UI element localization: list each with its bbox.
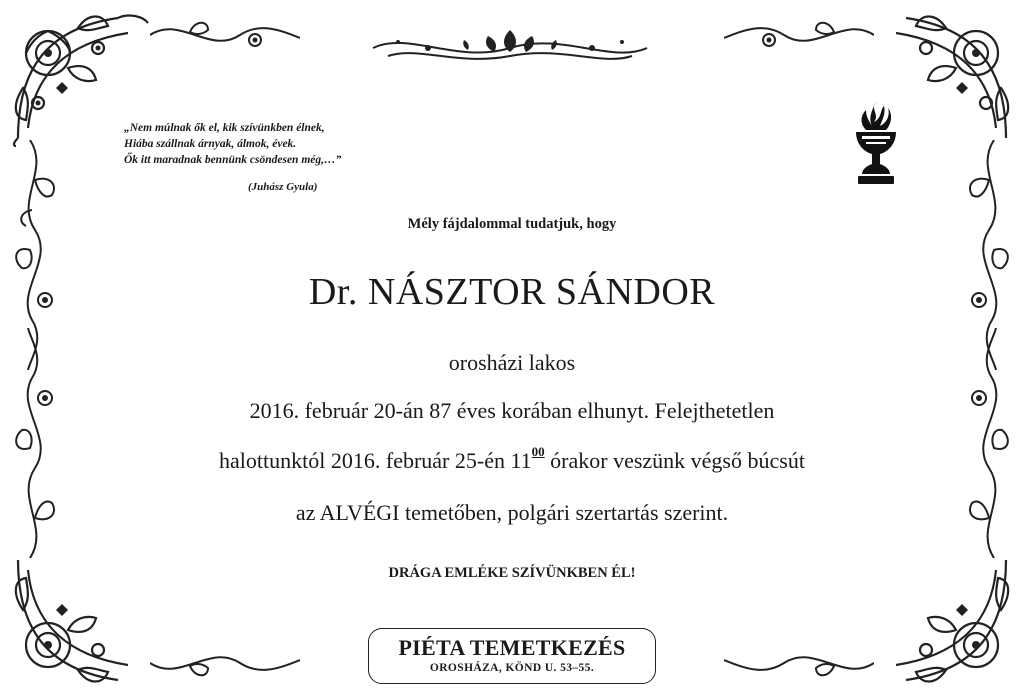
epigraph-line: „Nem múlnak ők el, kik szívünkben élnek, xyxy=(124,122,325,134)
epigraph-line: Ők itt maradnak bennünk csöndesen még,…” xyxy=(124,154,342,166)
funeral-time-text: halottunktól 2016. február 25-én 11 xyxy=(219,448,532,473)
ornamental-vine-icon xyxy=(724,638,874,688)
ornamental-vine-icon xyxy=(724,10,874,60)
funeral-time-rest: órakor veszünk végső búcsút xyxy=(544,448,805,473)
motto-text: DRÁGA EMLÉKE SZÍVÜNKBEN ÉL! xyxy=(388,565,636,581)
funeral-time-line xyxy=(0,444,1024,474)
header-ornament-icon xyxy=(368,26,652,70)
intro-text: Mély fájdalommal tudatjuk, hogy xyxy=(407,216,617,232)
funeral-home-address: OROSHÁZA, KÖND U. 53–55. xyxy=(429,662,595,674)
epigraph-line: Hiába szállnak árnyak, álmok, évek. xyxy=(124,138,297,150)
funeral-home-name: PIÉTA TEMETKEZÉS xyxy=(398,635,626,660)
death-notice-line: 2016. február 20-án 87 éves korában elhunyt. Felejthetetlen xyxy=(249,398,775,423)
funeral-home-box xyxy=(368,628,656,684)
epigraph xyxy=(124,120,424,168)
cemetery-line: az ALVÉGI temetőben, polgári szertartás szerint. xyxy=(295,500,729,525)
funeral-minutes: 00 xyxy=(531,444,545,459)
ornamental-vine-icon xyxy=(150,10,300,60)
epigraph-author: (Juhász Gyula) xyxy=(248,181,318,193)
chalice-flame-icon xyxy=(850,100,902,188)
ornamental-vine-icon xyxy=(150,638,300,688)
deceased-name: Dr. NÁSZTOR SÁNDOR xyxy=(308,271,716,313)
residence-text: orosházi lakos xyxy=(448,350,576,375)
